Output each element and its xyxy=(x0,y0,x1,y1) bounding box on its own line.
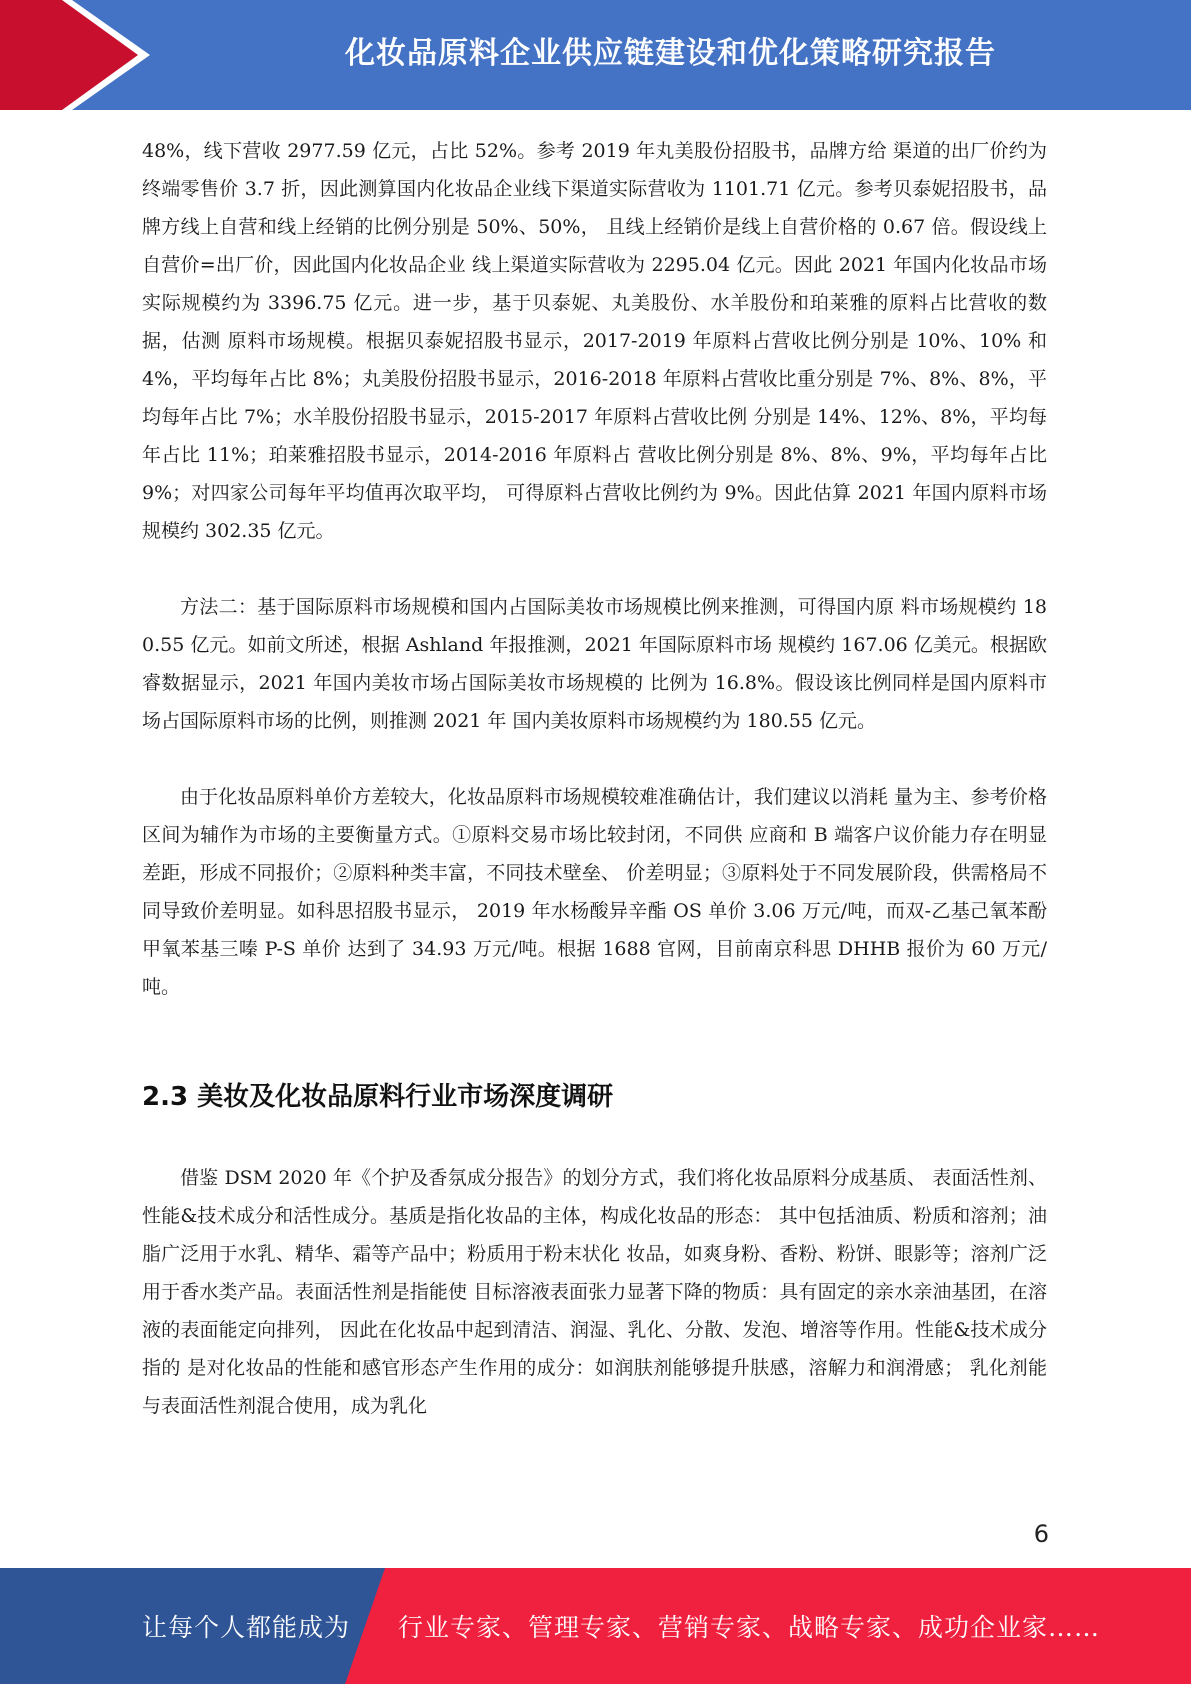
section-heading: 2.3 美妆及化妆品原料行业市场深度调研 xyxy=(142,1082,614,1112)
header-red-arrow-shape xyxy=(0,0,160,110)
paragraph-market-estimate-method-1: 48%，线下营收 2977.59 亿元，占比 52%。参考 2019 年丸美股份招股书，品牌方给 渠道的出厂价约为终端零售价 3.7 折，因此测算国内化妆品企业线下渠道实际营收为 1101.71 亿元。参考贝泰妮招股书，品牌方线上自营和线上经销的比例分别是 50%、50%， 且线上经销价是线上自营价格的 0.67 倍。假设线上自营价=出厂价，因此国内化妆品企业 线上渠道实际营收为 2295.04 亿元。因此 2021 年国内化妆品市场实际规模约为 3396.75 亿元。进一步，基于贝泰妮、丸美股份、水羊股份和珀莱雅的原料占比营收的数据，估测 原料市场规模。根据贝泰妮招股书显示，2017-2019 年原料占营收比例分别是 10%、10% 和 4%，平均每年占比 8%；丸美股份招股书显示，2016-2018 年原料占营收比重分别是 7%、8%、8%，平均每年占比 7%；水羊股份招股书显示，2015-2017 年原料占营收比例 分别是 14%、12%、8%，平均每年占比 11%；珀莱雅招股书显示，2014-2016 年原料占 营收比例分别是 8%、8%、9%，平均每年占比 9%；对四家公司每年平均值再次取平均， 可得原料占营收比例约为 9%。因此估算 2021 年国内原料市场规模约 302.35 亿元。 xyxy=(142,140,1047,542)
paragraph-raw-material-classification: 借鉴 DSM 2020 年《个护及香氛成分报告》的划分方式，我们将化妆品原料分成基质、 表面活性剂、性能&技术成分和活性成分。基质是指化妆品的主体，构成化妆品的形态： 其中包括油质、粉质和溶剂；油脂广泛用于水乳、精华、霜等产品中；粉质用于粉末状化 妆品，如爽身粉、香粉、粉饼、眼影等；溶剂广泛用于香水类产品。表面活性剂是指能使 目标溶液表面张力显著下降的物质：具有固定的亲水亲油基团，在溶液的表面能定向排列， 因此在化妆品中起到清洁、润湿、乳化、分散、发泡、增溶等作用。性能&技术成分指的 是对化妆品的性能和感官形态产生作用的成分：如润肤剂能够提升肤感，溶解力和润滑感； 乳化剂能与表面活性剂混合使用，成为乳化 xyxy=(142,1167,1047,1417)
page-header xyxy=(0,0,1191,110)
page-number: 6 xyxy=(1033,1520,1049,1548)
paragraph-price-variance: 由于化妆品原料单价方差较大，化妆品原料市场规模较难准确估计，我们建议以消耗 量为主、参考价格区间为辅作为市场的主要衡量方式。①原料交易市场比较封闭，不同供 应商和 B 端客户议价能力存在明显差距，形成不同报价；②原料种类丰富，不同技术壁垒、 价差明显；③原料处于不同发展阶段，供需格局不同导致价差明显。如科思招股书显示， 2019 年水杨酸异辛酯 OS 单价 3.06 万元/吨，而双-乙基己氧苯酚甲氧苯基三嗪 P-S 单价 达到了 34.93 万元/吨。根据 1688 官网，目前南京科思 DHHB 报价为 60 万元/吨。 xyxy=(142,786,1047,998)
footer-slogan-right: 行业专家、管理专家、营销专家、战略专家、成功企业家…… xyxy=(398,1613,1101,1642)
page-content xyxy=(142,132,1047,1463)
footer-slogan-left: 让每个人都能成为 xyxy=(142,1613,351,1642)
paragraph-market-estimate-method-2: 方法二：基于国际原料市场规模和国内占国际美妆市场规模比例来推测，可得国内原 料市场规模约 180.55 亿元。如前文所述，根据 Ashland 年报推测，2021 年国际原料市场 规模约 167.06 亿美元。根据欧睿数据显示，2021 年国内美妆市场占国际美妆市场规模的 比例为 16.8%。假设该比例同样是国内原料市场占国际原料市场的比例，则推测 2021 年 国内美妆原料市场规模约为 180.55 亿元。 xyxy=(142,596,1047,732)
report-title: 化妆品原料企业供应链建设和优化策略研究报告 xyxy=(345,36,996,71)
page-footer xyxy=(0,1568,1191,1684)
